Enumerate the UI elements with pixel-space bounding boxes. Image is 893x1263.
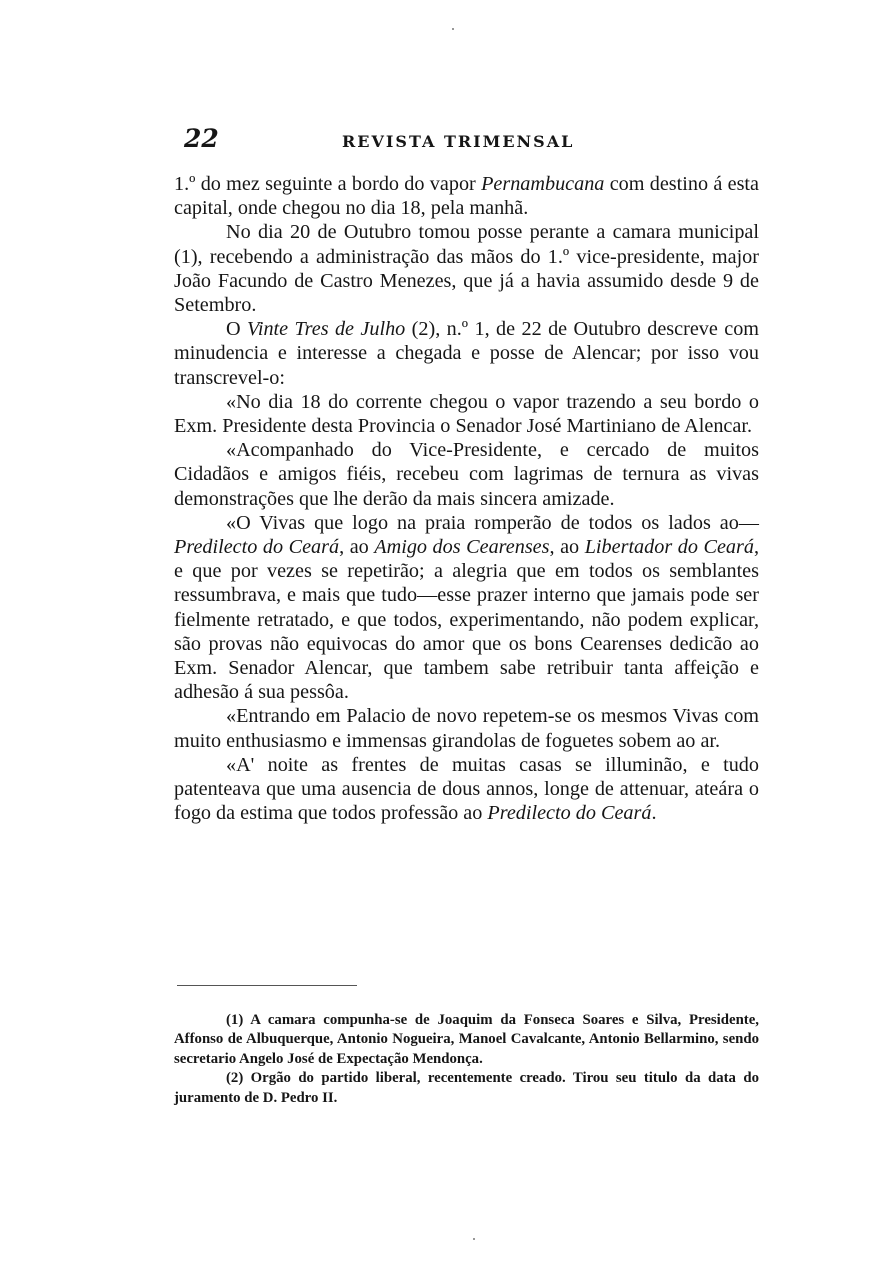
paragraph-6-part-c: , ao [549, 536, 585, 559]
epithet-predilecto: Predilecto do Ceará [174, 536, 340, 559]
newspaper-title: Vinte Tres de Julho [247, 318, 406, 341]
page-header [184, 124, 758, 160]
paragraph-1-text: 1.º do mez seguinte a bordo do vapor [174, 173, 482, 195]
paragraph-1-tail: com destino á esta capital, onde chegou no dia 18, pela manhã. [174, 173, 760, 220]
paragraph-6-part-a: «O Vivas que logo na praia romperão de todos os lados ao— [226, 511, 759, 534]
ship-name: Pernambucana [481, 173, 605, 195]
epithet-libertador: Libertador do Ceará [584, 536, 754, 559]
paper-speck [473, 1238, 475, 1240]
paragraph-6-part-d: , e que por vezes se repetirão; a alegria que em todos os semblantes ressumbrava, e mais que tudo—esse prazer interno que jamais pode ser fielmente retratado, e que todos, experimentando, não podem explicar, são provas não equivocas do amor que os bons Cearenses dedicão ao Exm. Senador Alencar, que tambem sabe retribuir tanta affeição e adhesão á sua pessôa. [174, 536, 759, 704]
paragraph-7: «Entrando em Palacio de novo repetem-se os mesmos Vivas com muito enthusiasmo e immensas girandolas de foguetes sobem ao ar. [174, 705, 759, 752]
paper-speck [452, 28, 454, 30]
paragraph-2: No dia 20 de Outubro tomou posse perante a camara municipal (1), recebendo a administração das mãos do 1.º vice-presidente, major João Facundo de Castro Menezes, que já a havia assumido desde 9 de Setembro. [174, 221, 759, 317]
paragraph-3 [174, 317, 759, 390]
paragraph-1 [174, 172, 759, 220]
paragraph-3-pre: O [226, 318, 247, 341]
running-title: REVISTA TRIMENSAL [342, 132, 575, 151]
epithet-amigo: Amigo dos Cearenses [374, 536, 550, 559]
paragraph-8 [174, 753, 759, 826]
paragraph-5: «Acompanhado do Vice-Presidente, e cercado de muitos Cidadãos e amigos fiéis, recebeu com lagrimas de ternura as vivas demonstrações que lhe derão da mais sincera amizade. [174, 439, 759, 510]
paragraph-6-part-b: , ao [339, 536, 375, 559]
footnote-2: (2) Orgão do partido liberal, recentemente creado. Tirou seu titulo da data do juramento de D. Pedro II. [174, 1070, 759, 1106]
main-text [174, 172, 759, 825]
page-number: 22 [184, 124, 219, 153]
paragraph-6 [174, 511, 759, 705]
paragraph-8-text: «A' noite as frentes de muitas casas se illuminão, e tudo patenteava que uma ausencia de dous annos, longe de attenuar, ateára o fogo da estima que todos professão ao [174, 753, 759, 825]
footnote-divider [177, 985, 357, 986]
paragraph-8-tail: . [651, 802, 657, 825]
epithet-predilecto-2: Predilecto do Ceará [487, 802, 652, 825]
footnote-1: (1) A camara compunha-se de Joaquim da Fonseca Soares e Silva, Presidente, Affonso de Albuquerque, Antonio Nogueira, Manoel Cavalcante, Antonio Bellarmino, sendo secretario Angelo José de Expectação Mendonça. [174, 1012, 759, 1067]
footnotes [174, 1011, 759, 1108]
paragraph-4: «No dia 18 do corrente chegou o vapor trazendo a seu bordo o Exm. Presidente desta Provincia o Senador José Martiniano de Alencar. [174, 390, 759, 438]
paragraph-3-tail: (2), n.º 1, de 22 de Outubro descreve com minudencia e interesse a chegada e posse de Alencar; por isso vou transcrevel-o: [174, 318, 759, 389]
